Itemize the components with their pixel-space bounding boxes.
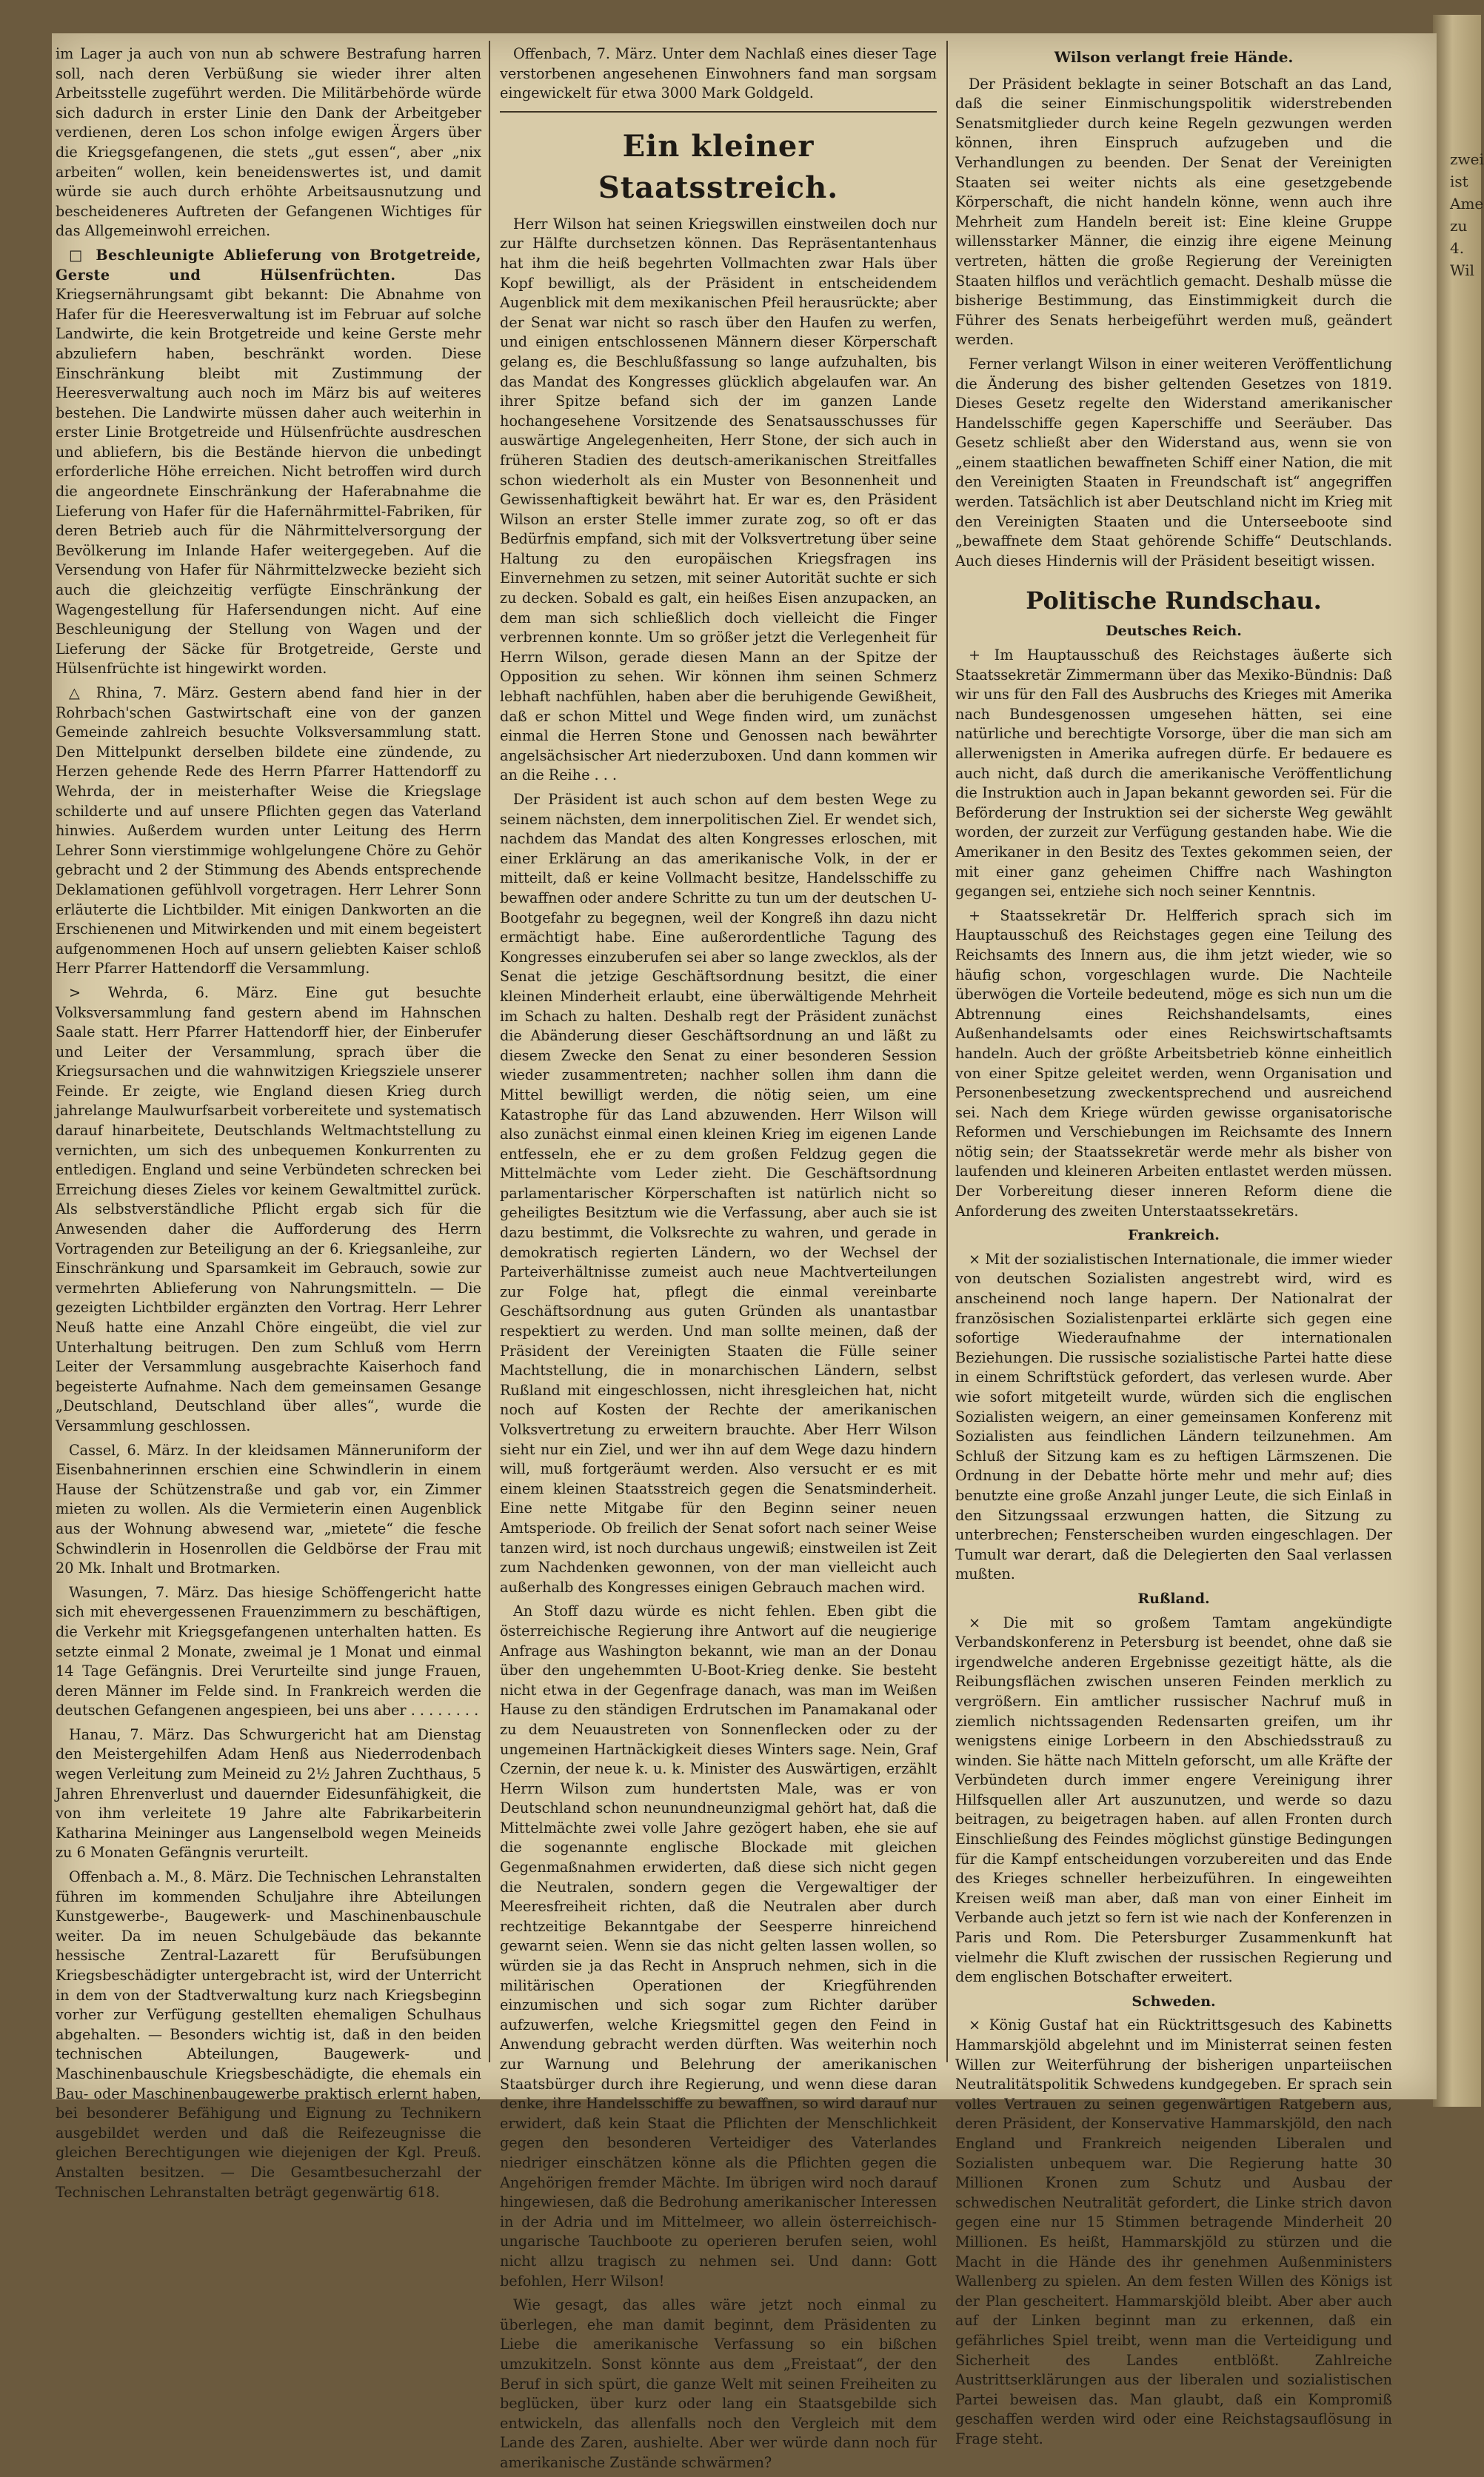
column-middle: [500, 44, 937, 2477]
article-text: Das Kriegsernährungsamt gibt bekannt: Die Abnahme von Hafer für die Heeresverwaltung ist im Februar auf solche Landwirte, die kein Brotgetreide und keine Gerste mehr abzuliefern haben, beschränkt worden. Diese Einschränkung bleibt mit Zustimmung der Heeresverwaltung auch noch im März bis auf weiteres bestehen. Die Landwirte müssen daher auch weiterhin in erster Linie Brotgetreide und Hülsenfrüchte ausdreschen und abliefern, bis die Bestände hiervon die unbedingt erforderliche Höhe erreichen. Nicht betroffen wird durch die angeordnete Einschränkung der Haferabnahme die Lieferung von Hafer für die Hafernährmittel-Fabriken, für deren Betrieb auch für die Nährmittelversorgung der Bevölkerung im Inlande Hafer weitergegeben. Auf die Versendung von Hafer für Nährmittelzwecke bezieht sich auch die gleichzeitig verfügte Einschränkung der Wagengestellung für Hafersendungen nicht. Auf eine Beschleunigung der Stellung von Wagen und der Lieferung der Säcke für Brotgetreide, Gerste und Hülsenfrüchte ist hingewirkt worden.: [56, 266, 481, 678]
article-text: + Im Hauptausschuß des Reichstages äußerte sich Staatssekretär Zimmermann über das Mexiko-Bündnis: Daß wir uns für den Fall des Ausbruchs des Krieges mit Amerika nach Bundesgenossen umgesehen hätten, sei eine natürliche und berechtigte Vorsorge, über die man sich am allerwenigsten in Amerika aufregen dürfe. Er bedauere es auch nicht, daß durch die amerikanische Veröffentlichung die Instruktion auch in Japan bekannt geworden sei. Für die Beförderung der Instruktion sei der sicherste Weg gewählt worden, der zurzeit zur Verfügung gestanden habe. Wie die Amerikaner in den Besitz des Textes gekommen seien, der mit einer ganz geheimen Chiffre nach Washington gegangen sei, entziehe sich noch seiner Kenntnis.: [955, 646, 1392, 900]
subsection-heading: Deutsches Reich.: [1106, 623, 1242, 640]
local-news-rhina: △ Rhina, 7. März. Gestern abend fand hier in der Rohrbach'schen Gastwirtschaft eine von der ganzen Gemeinde zahlreich besuchte Volksversammlung statt. Den Mittelpunkt derselben bildete eine zündende, zu Herzen gehende Rede des Herrn Pfarrer Hattendorff zu Wehrda, der in meisterhafter Weise die Kriegslage schilderte und auf unsere Pflichten gegen das Vaterland hinwies. Außerdem wurden unter Leitung des Herrn Lehrer Sonn vierstimmige wohlgelungene Chöre zu Gehör gebracht und 2 der Stimmung des Abends entsprechende Deklamationen gefühlvoll vorgetragen. Herr Lehrer Sonn erläuterte die Lichtbilder. Mit einigen Dankworten an die Erschienenen und Mitwirkenden und mit einem begeistert aufgenommenen Hoch auf unsern geliebten Kaiser schloß Herr Pfarrer Hattendorff die Versammlung.: [56, 684, 481, 977]
adjacent-page-text: [1450, 148, 1484, 281]
article-text: Ferner verlangt Wilson in einer weiteren Veröffentlichung die Änderung des bisher geltenden Gesetzes von 1819. Dieses Gesetz regelte den Widerstand amerikanischer Handelsschiffe gegen Kaperschiffe und Seeräuber. Das Gesetz schließt aber den Widerstand aus, wenn sie von „einem staatlichen bewaffneten Schiff einer Nation, die mit den Vereinigten Staaten in Freundschaft ist“ angegriffen werden. Tatsächlich ist aber Deutschland nicht im Krieg mit den Vereinigten Staaten und die Unterseeboote sind „bewaffnete dem Staat gehörende Schiffe“ Deutschlands. Auch dieses Hindernis will der Präsident beseitigt wissen.: [955, 355, 1392, 569]
local-news-offenbach: Offenbach a. M., 8. März. Die Technischen Lehranstalten führen im kommenden Schuljahre ihre Abteilungen Kunstgewerbe-, Baugewerk- und Maschinenbauschule weiter. Da im neuen Schulgebäude das bekannte hessische Zentral-Lazarett für Berufsübungen Kriegsbeschädigter untergebracht ist, wird der Unterricht in dem von der Stadtverwaltung kurz nach Kriegsbeginn vorher zur Verfügung gestellten ehemaligen Schulhaus abgehalten. — Besonders wichtig ist, daß in den beiden technischen Abteilungen, Baugewerk- und Maschinenbauschule Kriegsbeschädigte, die ehemals ein Bau- oder Maschinenbaugewerbe praktisch erlernt haben, bei besonderer Befähigung und Eignung zu Technikern ausgebildet werden und daß die Reifezeugnisse die gleichen Berechtigungen wie diejenigen der Kgl. Preuß. Anstalten besitzen. — Die Gesamtbesucherzahl der Technischen Lehranstalten beträgt gegenwärtig 618.: [56, 1868, 481, 2201]
edge-fragment: Wil: [1450, 261, 1474, 279]
edge-fragment: Ame: [1450, 195, 1484, 213]
article-paragraph: [56, 246, 481, 679]
subsection-heading: Schweden.: [1132, 1993, 1216, 2010]
article-text: × König Gustaf hat ein Rücktrittsgesuch des Kabinetts Hammarskjöld abgelehnt und im Ministerrat seinen festen Willen zur Weiterführung der bisherigen unparteiischen Neutralitätspolitik Schwedens kundgegeben. Er sprach sein volles Vertrauen zu seinen gegenwärtigen Ratgebern aus, deren Präsident, der Konservative Hammarskjöld, den nach England und Frankreich neigenden Liberalen und Sozialisten unbequem war. Die Regierung hatte 30 Millionen Kronen zum Schutz und Ausbau der schwedischen Neutralität gefordert, die Linke strich davon gegen eine nur 15 Stimmen betragende Minderheit 20 Millionen. Es heißt, Hammarskjöld zu stürzen und die Macht in die Hände des ihr genehmen Außenministers Wallenberg zu spielen. An dem festen Willen des Königs ist der Plan gescheitert. Hammarskjöld bleibt. Aber aber auch auf der Linken beginnt man zu erkennen, daß ein gefährliches Spiel treibt, wenn man die Verteidigung und Sicherheit des Landes entblößt. Zahlreiche Austrittserklärungen aus der liberalen und sozialistischen Partei beweisen das. Man glaubt, daß ein Kompromiß geschaffen werden wird oder eine Reichstagsauflösung in Frage steht.: [955, 2016, 1392, 2447]
article-text: × Die mit so großem Tamtam angekündigte Verbandskonferenz in Petersburg ist beendet, ohne daß sie irgendwelche anderen Ergebnisse gezeitigt hätte, als die Reibungsflächen zwischen unseren Feinden merklich zu vergrößern. Ein amtlicher russischer Nachruf muß in ziemlich nichtssagenden Redensarten greifen, um ihr wenigstens einige Lorbeern in den Abschiedsstrauß zu winden. Sie hätte nach Mitteln geforscht, um alle Kräfte der Verbündeten durch immer engere Vereinigung ihrer Hilfsquellen aller Art auszunutzen, und werde so dazu beitragen, zu beigetragen haben. auf allen Fronten durch Einschließung des Feindes möglichst günstige Bedingungen für die Kampf entscheidungen vorzubereiten und das Ende des Krieges schneller herbeizuführen. In eingeweihten Kreisen weiß man aber, daß man von einer Einheit im Verbande auch jetzt so fern ist wie nach der Konferenzen in Paris und Rom. Die Petersburger Zusammenkunft hat vielmehr die Kluft zwischen der russischen Regierung und dem englischen Botschafter erweitert.: [955, 1614, 1392, 1986]
edge-fragment: 4.: [1450, 239, 1465, 257]
subsection-heading: Rußland.: [1137, 1590, 1210, 1607]
article-text: im Lager ja auch von nun ab schwere Bestrafung harren soll, nach deren Verbüßung sie wieder ihrer alten Arbeitsstelle zugeführt werden. Die Militärbehörde würde sich dadurch in erster Linie den Dank der Arbeitgeber verdienen, deren Los schon infolge ewigen Ärgers über die Kriegsgefangenen, die stets „gut essen“, aber „nix arbeiten“ wollen, kein beneidenswertes ist, und damit würde sie auch durch erhöhte Arbeitsausnutzung und bescheideneres Auftreten der Gefangenen Wichtiges für das Allgemeinwohl erreichen.: [56, 45, 481, 240]
section-divider: [500, 111, 937, 113]
article-text: + Staatssekretär Dr. Helfferich sprach sich im Hauptausschuß des Reichstages gegen eine Teilung des Reichsamts des Innern aus, die ihm jetzt wieder, wie so häufig schon, vorgeschlagen wurde. Die Nachteile überwögen die Vorteile bedeutend, möge es sich nun um die Abtrennung eines Reichshandelsamts, eines Außenhandelsamts oder eines Reichswirtschaftsamts handeln. Auch der größte Arbeitsbetrieb könne einheitlich von einer Spitze geleitet werden, wenn Organisation und Personenbesetzung zweckentsprechend und ausreichend sei. Nach dem Kriege würden gewisse organisatorische Reformen und Verschiebungen im Reichsamte des Innern nötig sein; der Staatssekretär werde mehr als bisher von laufenden und kleineren Arbeiten entlastet werden müssen. Der Vorbereitung dieser inneren Reform diene die Anforderung des zweiten Unterstaatssekretärs.: [955, 906, 1392, 1220]
local-news-wehrda: > Wehrda, 6. März. Eine gut besuchte Volksversammlung fand gestern abend im Hahnschen Saale statt. Herr Pfarrer Hattendorff hier, der Einberufer und Leiter der Versammlung, sprach über die Kriegsursachen und die wahnwitzigen Kriegsziele unserer Feinde. Er zeigte, wie England diesen Krieg durch jahrelange Maulwurfsarbeit vorbereitete und systematisch darauf hinarbeitete, Deutschlands Weltmachtstellung zu vernichten, um sich des unbequemen Konkurrenten zu entledigen. England und seine Verbündeten schrecken bei Erreichung dieses Zieles vor keinem Gewaltmittel zurück. Als selbstverständliche Pflicht ergab sich für die Anwesenden daher die Aufforderung des Herrn Vortragenden zur Beteiligung an der 6. Kriegsanleihe, zur Einschränkung und Sparsamkeit im Gebrauch, sowie zur vermehrten Ablieferung von Nahrungsmitteln. — Die gezeigten Lichtbilder ergänzten den Vortrag. Herr Lehrer Neuß hatte eine Anzahl Chöre eingeübt, die viel zur Unterhaltung beitrugen. Den zum Schluß vom Herrn Leiter der Versammlung ausgebrachte Kaiserhoch fand begeisterte Aufnahme. Nach dem gemeinsamen Gesange „Deutschland, Deutschland über alles“, wurde die Versammlung geschlossen.: [56, 983, 481, 1434]
article-heading: □ Beschleunigte Ablieferung von Brotgetreide, Gerste und Hülsenfrüchten.: [56, 246, 481, 284]
local-news-hanau: Hanau, 7. März. Das Schwurgericht hat am Dienstag den Meistergehilfen Adam Henß aus Niederrodenbach wegen Verleitung zum Meineid zu 2½ Jahren Zuchthaus, 5 Jahren Ehrenverlust und dauernder Eidesunfähigkeit, die von ihm verleitete 19 Jahre alte Fabrikarbeiterin Katharina Meininger aus Langenselbold wegen Meineids zu 6 Monaten Gefängnis verurteilt.: [56, 1725, 481, 1862]
article-text: Der Präsident beklagte in seiner Botschaft an das Land, daß die seiner Einmischungspolitik widerstrebenden Senatsmitglieder durch keine Regeln gezwungen werden können, ihren Einspruch aufzugeben und die Verhandlungen zu beenden. Der Senat der Vereinigten Staaten sei weiter nichts als eine gesetzgebende Körperschaft, die nicht handeln könne, wenn auch ihre Mehrheit zum Handeln bereit ist: Eine kleine Gruppe willensstarker Männer, die einzig ihre eigene Meinung vertreten, hätten die große Regierung der Vereinigten Staaten hilflos und verächtlich gemacht. Deshalb müsse die bisherige Bestimmung, das Einstimmigkeit durch die Führer des Senats herbeigeführt werden muß, geändert werden.: [955, 75, 1392, 349]
edge-fragment: zwei: [1450, 150, 1484, 168]
adjacent-page-edge: [1433, 15, 1484, 2107]
local-news-offenbach-gold: Offenbach, 7. März. Unter dem Nachlaß eines dieser Tage verstorbenen angesehenen Einwohners fand man sorgsam eingewickelt für etwa 3000 Mark Goldgeld.: [500, 45, 937, 102]
headline: Ein kleiner Staatsstreich.: [598, 128, 839, 205]
article-text: An Stoff dazu würde es nicht fehlen. Eben gibt die österreichische Regierung ihre Antwort auf die neugierige Anfrage aus Washington bekannt, wie man an der Donau über den ungehemmten U-Boot-Krieg denke. Sie besteht nicht etwa in der Gegenfrage danach, was man im Weißen Hause zu den ständigen Erdrutschen im Panamakanal oder zu dem Neuaustreten von Sonnenflecken oder zu der ungemeinen Hartnäckigkeit dieses Winters sage. Nein, Graf Czernin, der neue k. u. k. Minister des Auswärtigen, erzählt Herrn Wilson zum hundertsten Male, was er von Deutschland schon neunundneunzigmal gehört hat, daß die Mittelmächte zwei volle Jahre gezögert haben, ehe sie auf die sogenannte englische Blockade mit gleichen Gegenmaßnahmen erwiderten, daß diese sich nicht gegen die Neutralen, sondern gegen die Vergewaltiger der Meeresfreiheit richten, daß die Neutralen aber durch rechtzeitige Bekanntgabe der Seesperre hinreichend gewarnt seien. Wenn sie das nicht gelten lassen wollen, so würden sie ja das Recht in Anspruch nehmen, sich in die militärischen Operationen der Kriegführenden einzumischen und sich sogar zum Richter darüber aufzuwerfen, welche Kriegsmittel gegen den Feind in Anwendung gebracht werden dürften. Was weiterhin noch zur Warnung und Belehrung der amerikanischen Staatsbürger durch ihre Regierung, und wenn diese daran denke, ihre Handelsschiffe zu bewaffnen, so wird darauf nur erwidert, daß kein Staat die Pflichten der Menschlichkeit gegen den besonderen Verteidiger des Vaterlandes niedriger einschätzen könne als die Pflichten gegen die Angehörigen fremder Mächte. Im übrigen wird noch darauf hingewiesen, daß die Bedrohung amerikanischer Interessen in der Adria und im Mittelmeer, wo allein österreichisch-ungarische Tauchboote zu operieren berufen seien, wohl nicht allzu tragisch zu nehmen sei. Und dann: Gott befohlen, Herr Wilson!: [500, 1602, 937, 2290]
local-news-wasungen: Wasungen, 7. März. Das hiesige Schöffengericht hatte sich mit ehevergessenen Frauenzimmern zu beschäftigen, die Verkehr mit Kriegsgefangenen unterhalten hatten. Es setzte einmal 2 Monate, zweimal je 1 Monat und einmal 14 Tage Gefängnis. Drei Verurteilte sind junge Frauen, deren Männer im Felde sind. In Frankreich werden die deutschen Gefangenen angespieen, bei uns aber . . . . . . . .: [56, 1583, 481, 1719]
subsection-heading: Frankreich.: [1128, 1227, 1220, 1244]
edge-fragment: zu: [1450, 217, 1468, 235]
column-rule: [946, 41, 948, 2062]
local-news-cassel: Cassel, 6. März. In der kleidsamen Männeruniform der Eisenbahnerinnen erschien eine Schwindlerin in einem Hause der Schützenstraße und gab vor, ein Zimmer mieten zu wollen. Als die Vermieterin einen Augenblick aus der Wohnung abwesend war, „mietete“ die fesche Schwindlerin in Hosenrollen die Geldbörse der Frau mit 20 Mk. Inhalt und Brotmarken.: [56, 1441, 481, 1577]
article-heading: Wilson verlangt freie Hände.: [1054, 48, 1294, 66]
section-headline: Politische Rundschau.: [1026, 586, 1322, 615]
column-rule: [489, 41, 490, 2062]
column-right: [955, 44, 1392, 2453]
edge-fragment: ist: [1450, 173, 1468, 190]
article-text: × Mit der sozialistischen Internationale, die immer wieder von deutschen Sozialisten angestrebt wird, wird es anscheinend noch lange hapern. Der Nationalrat der französischen Sozialistenpartei erklärte sich gegen eine sofortige Wiederaufnahme der internationalen Beziehungen. Die russische sozialistische Partei hatte diese in einem Schriftstück gefordert, das verlesen wurde. Aber wie sofort mitgeteilt wurde, würden sich die englischen Sozialisten weigern, an einer gemeinsamen Konferenz mit Sozialisten aus feindlichen Ländern teilzunehmen. Am Schluß der Sitzung kam es zu heftigen Lärmszenen. Die Ordnung in der Debatte hörte mehr und mehr auf; dies benutzte eine große Anzahl junger Leute, die sich Einlaß in den Sitzungssaal erzwungen hatten, die Sitzung zu unterbrechen; Fensterscheiben wurden eingeschlagen. Der Tumult war derart, daß die Delegierten den Saal verlassen mußten.: [955, 1250, 1392, 1583]
column-left: [56, 44, 481, 2207]
article-text: Herr Wilson hat seinen Kriegswillen einstweilen doch nur zur Hälfte durchsetzen können. Das Repräsentantenhaus hat ihm die heiß begehrten Vollmachten zwar Hals über Kopf bewilligt, als der Präsident in entscheidendem Augenblick mit dem mexikanischen Pfeil herausrückte; aber der Senat war nicht so rasch über den Haufen zu werfen, und einigen entschlossenen Männern dieser Körperschaft gelang es, die Beschlußfassung so lange aufzuhalten, bis das Mandat des Kongresses glücklich abgelaufen war. An ihrer Spitze befand sich der im ganzen Lande hochangesehene Vorsitzende des Senatsausschusses für auswärtige Angelegenheiten, Herr Stone, der sich auch in früheren Stadien des deutsch-amerikanischen Streitfalles schon wiederholt als ein Muster von Besonnenheit und Gewissenhaftigkeit bewährt hat. Er war es, den Präsident Wilson an erster Stelle immer zurate zog, so oft er das Bedürfnis empfand, sich mit der Volksvertretung über seine Haltung zu den europäischen Kriegsfragen ins Einvernehmen zu setzen, mit seiner Autorität suchte er sich zu decken. Sobald es galt, ein heißes Eisen anzupacken, an dem man sich schließlich doch vielleicht die Finger verbrennen konnte. Um so größer jetzt die Verlegenheit für Herrn Wilson, gerade diesen Mann an der Spitze der Opposition zu sehen. Wir können ihm seinen Schmerz lebhaft nachfühlen, haben aber die beruhigende Gewißheit, daß er schon Mittel und Wege finden wird, um zunächst einmal die Herren Stone und Genossen nach bewährter angelsächsischer Art niederzuboxen. Und dann kommen wir an die Reihe . . .: [500, 215, 937, 784]
article-text: Wie gesagt, das alles wäre jetzt noch einmal zu überlegen, ehe man damit beginnt, dem Präsidenten zu Liebe die amerikanische Verfassung so ein bißchen umzukitzeln. Sonst könnte aus dem „Freistaat“, der den Beruf in sich spürt, die ganze Welt mit seinen Freiheiten zu beglücken, über kurz oder lang ein Staatsgebilde sich entwickeln, das allenfalls noch den Vergleich mit dem Lande des Zaren, aushielte. Aber wer würde dann noch für amerikanische Zustände schwärmen?: [500, 2296, 937, 2471]
article-text: Der Präsident ist auch schon auf dem besten Wege zu seinem nächsten, dem innerpolitischen Ziel. Er wendet sich, nachdem das Mandat des alten Kongresses erloschen, mit einer Erklärung an das amerikanische Volk, in der er mitteilt, daß er keine Vollmacht besitze, Handelsschiffe zu bewaffnen oder andere Schritte zu tun um der deutschen U-Bootgefahr zu begegnen, weil der Kongreß ihn dazu nicht ermächtigt habe. Eine außerordentliche Tagung des Kongresses einzuberufen sei aber so lange zwecklos, als der Senat die jetzige Geschäftsordnung besitzt, die einer kleinen Minderheit erlaubt, eine überwältigende Mehrheit im Schach zu halten. Deshalb regt der Präsident zunächst die Abänderung dieser Geschäftsordnung an und läßt zu diesem Zwecke den Senat zu einer besonderen Session wieder zusammentreten; nachher sollen ihm dann die Mittel bewilligt werden, die nötig seien, um eine Katastrophe für das Land abzuwenden. Herr Wilson will also zunächst einmal einen kleinen Krieg im eigenen Lande entfesseln, ehe er zu dem großen Feldzug gegen die Mittelmächte vom Leder zieht. Die Geschäftsordnung parlamentarischer Körperschaften ist natürlich nicht so geheiligtes Besitztum wie die Verfassung, aber auch sie ist dazu bestimmt, die Volksrechte zu wahren, und gerade in demokratisch regierten Ländern, wo der Wechsel der Parteiverhältnisse zumeist auch neue Machtverteilungen zur Folge hat, pflegt die einmal vereinbarte Geschäftsordnung aus guten Gründen als unantastbar respektiert zu werden. Und man sollte meinen, daß der Präsident der Vereinigten Staaten die Fülle seiner Machtstellung, die in monarchischen Ländern, selbst Rußland mit eingeschlossen, nicht ihresgleichen hat, nicht noch auf Kosten der Rechte der amerikanischen Volksvertretung zu erweitern brauchte. Aber Herr Wilson sieht nur ein Ziel, und wer ihn auf dem Wege dazu hindern will, muß fortgeräumt werden. Also versucht er es mit einem kleinen Staatsstreich gegen die Senatsminderheit. Eine nette Mitgabe für den Beginn seiner neuen Amtsperiode. Ob freilich der Senat sofort nach seiner Weise tanzen wird, ist noch durchaus ungewiß; einstweilen ist Zeit zum Nachdenken gewonnen, von der man vielleicht auch außerhalb des Kongresses einigen Gebrauch machen wird.: [500, 791, 937, 1596]
